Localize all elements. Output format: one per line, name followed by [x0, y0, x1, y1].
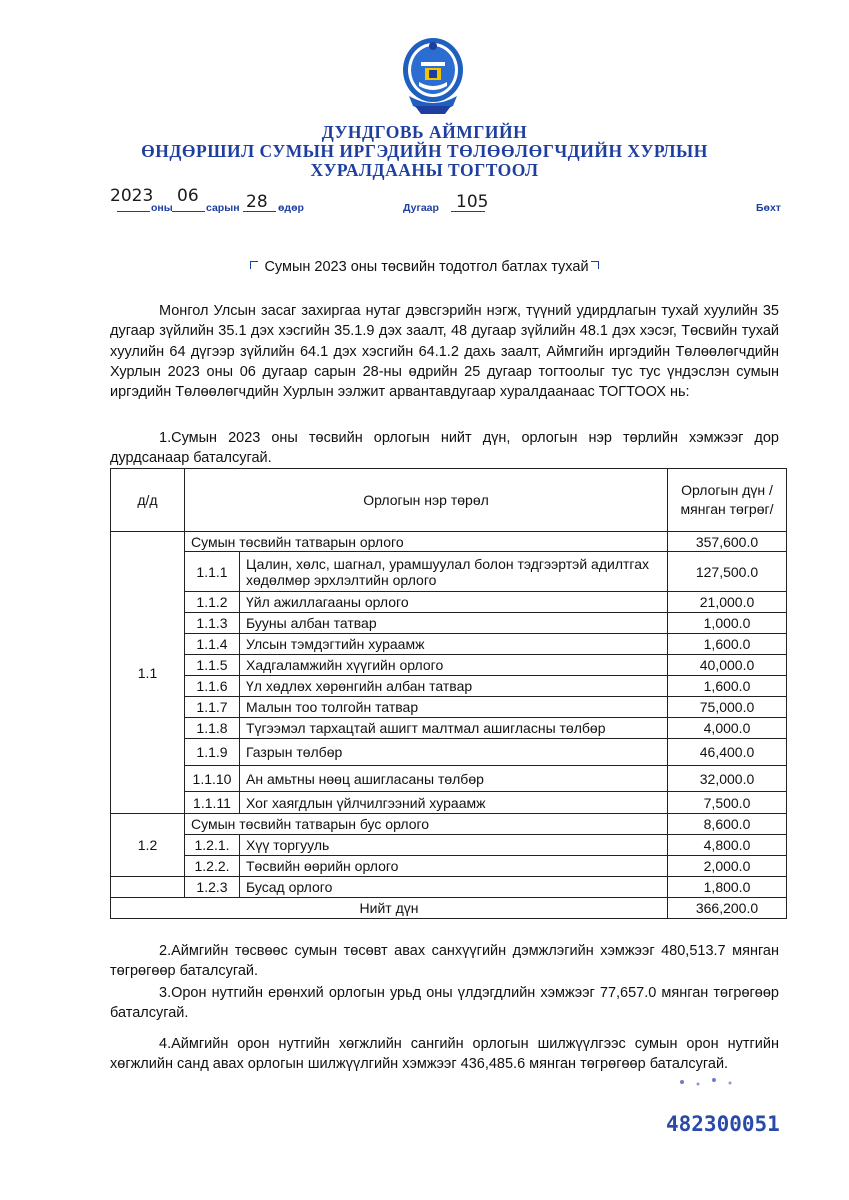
- row-name: Ан амьтны нөөц ашигласаны төлбөр: [240, 766, 668, 792]
- total-amount: 366,200.0: [668, 898, 787, 919]
- group-number: 1.2: [111, 814, 185, 877]
- row-name: Хог хаягдлын үйлчилгээний хураамж: [240, 792, 668, 814]
- row-code: 1.1.2: [185, 592, 240, 613]
- table-row: [111, 613, 787, 634]
- document-stamp-number: 482300051: [666, 1112, 780, 1136]
- table-row: [111, 532, 787, 552]
- place-label: Бөхт: [756, 202, 781, 214]
- row-name: Төсвийн өөрийн орлого: [240, 856, 668, 877]
- row-amount: 1,000.0: [668, 613, 787, 634]
- row-amount: 1,800.0: [668, 877, 787, 898]
- resolution-number: 105: [456, 192, 489, 212]
- row-code: 1.1.1: [185, 552, 240, 592]
- row-name: Үйл ажиллагааны орлого: [240, 592, 668, 613]
- income-table: [110, 468, 787, 919]
- row-amount: 127,500.0: [668, 552, 787, 592]
- row-code: 1.1.5: [185, 655, 240, 676]
- clause-4: 4.Аймгийн орон нутгийн хөгжлийн сангийн орлогын шилжүүлгээс сумын орон нутгийн хөгжлийн санд авах орлогын шилжүүлгийн хэмжээг 436,485.6 мянган төгрөгөөр баталсугай.: [110, 1036, 779, 1073]
- table-row: [111, 792, 787, 814]
- preamble-paragraph: Монгол Улсын засаг захиргаа нутаг дэвсгэрийн нэгж, түүний удирдлагын тухай хуулийн 35 дугаар зүйлийн 35.1 дэх хэсгийн 35.1.9 дэх заалт, 48 дугаар зүйлийн 48.1 дэх хэсэг, Төсвийн тухай хуулийн 64 дүгээр зүйлийн 64.1 дэх хэсгийн 64.1.2 дахь заалт, Аймгийн иргэдийн Төлөөлөгчдийн Хурлын 2023 оны 06 дугаар сарын 28-ны өдрийн 25 дугаар тогтоолыг тус тус үндэслэн сумын иргэдийн Төлөөлөгчдийн Хурлын ээлжит арвантавдугаар хуралдаанаас ТОГТООХ нь:: [110, 303, 779, 401]
- table-header-row: [111, 469, 787, 532]
- header-no: д/д: [111, 469, 185, 532]
- group-total: 8,600.0: [668, 814, 787, 835]
- row-code: 1.1.7: [185, 697, 240, 718]
- table-row: [111, 552, 787, 592]
- header-aimag: ДУНДГОВЬ АЙМГИЙН: [321, 122, 528, 142]
- header-resolution: ХУРАЛДААНЫ ТОГТООЛ: [310, 160, 539, 180]
- clause-2: 2.Аймгийн төсвөөс сумын төсөвт авах санхүүгийн дэмжлэгийн хэмжээг 480,513.7 мянган төгрөгөөр баталсугай.: [110, 943, 779, 980]
- table-row: [111, 814, 787, 835]
- group-title: Сумын төсвийн татварын бус орлого: [185, 814, 668, 835]
- row-name: Хадгаламжийн хүүгийн орлого: [240, 655, 668, 676]
- subject-text: Сумын 2023 оны төсвийн тодотгол батлах тухай: [264, 259, 589, 275]
- number-label: Дугаар: [403, 202, 439, 214]
- table-row: [111, 835, 787, 856]
- table-row: [111, 655, 787, 676]
- row-code: 1.1.10: [185, 766, 240, 792]
- row-name: Түгээмэл тархацтай ашигт малтмал ашигласны төлбөр: [240, 718, 668, 739]
- subject-line: [0, 259, 849, 275]
- row-amount: 46,400.0: [668, 739, 787, 766]
- table-row: [111, 856, 787, 877]
- row-code: 1.2.3: [185, 877, 240, 898]
- row-code: 1.1.4: [185, 634, 240, 655]
- table-row: [111, 766, 787, 792]
- clause-1: 1.Сумын 2023 оны төсвийн орлогын нийт дүн, орлогын нэр төрлийн хэмжээг дор дурдсанаар баталсугай.: [110, 430, 779, 467]
- row-name: Газрын төлбөр: [240, 739, 668, 766]
- row-amount: 75,000.0: [668, 697, 787, 718]
- row-amount: 1,600.0: [668, 634, 787, 655]
- seal-remnant: [678, 1074, 738, 1088]
- year-label: оны: [151, 202, 173, 214]
- date-year: 2023: [110, 186, 154, 206]
- row-code: 1.1.9: [185, 739, 240, 766]
- row-amount: 2,000.0: [668, 856, 787, 877]
- table-row: [111, 697, 787, 718]
- table-row: [111, 718, 787, 739]
- group-total: 357,600.0: [668, 532, 787, 552]
- row-name: Цалин, хөлс, шагнал, урамшуулал болон тэдгээртэй адилтгах хөдөлмөр эрхлэлтийн орлого: [240, 552, 668, 592]
- group-title: Сумын төсвийн татварын орлого: [185, 532, 668, 552]
- row-amount: 4,800.0: [668, 835, 787, 856]
- row-amount: 21,000.0: [668, 592, 787, 613]
- table-row: [111, 739, 787, 766]
- header-amount: Орлогын дүн /мянган төгрөг/: [668, 469, 787, 532]
- row-name: Үл хөдлөх хөрөнгийн албан татвар: [240, 676, 668, 697]
- row-amount: 40,000.0: [668, 655, 787, 676]
- table-total-row: [111, 898, 787, 919]
- total-label: Нийт дүн: [111, 898, 668, 919]
- table-row: [111, 676, 787, 697]
- row-amount: 1,600.0: [668, 676, 787, 697]
- row-name: Бууны албан татвар: [240, 613, 668, 634]
- group-number: 1.1: [111, 532, 185, 814]
- state-emblem-icon: [401, 36, 465, 118]
- table-row: [111, 877, 787, 898]
- row-code: 1.1.6: [185, 676, 240, 697]
- day-label: өдөр: [278, 202, 304, 214]
- month-label: сарын: [206, 202, 240, 214]
- row-amount: 7,500.0: [668, 792, 787, 814]
- row-code: 1.2.1.: [185, 835, 240, 856]
- row-code: 1.2.2.: [185, 856, 240, 877]
- date-month: 06: [177, 186, 199, 206]
- row-name: Малын тоо толгойн татвар: [240, 697, 668, 718]
- clause-3: 3.Орон нутгийн ерөнхий орлогын урьд оны үлдэгдлийн хэмжээг 77,657.0 мянган төгрөгөөр баталсугай.: [110, 985, 779, 1022]
- table-row: [111, 634, 787, 655]
- date-day: 28: [246, 192, 268, 212]
- row-code: 1.1.3: [185, 613, 240, 634]
- row-name: Бусад орлого: [240, 877, 668, 898]
- row-code: 1.1.11: [185, 792, 240, 814]
- row-code: 1.1.8: [185, 718, 240, 739]
- row-name: Хүү торгууль: [240, 835, 668, 856]
- header-type: Орлогын нэр төрөл: [185, 469, 668, 532]
- header-council: ӨНДӨРШИЛ СУМЫН ИРГЭДИЙН ТӨЛӨӨЛӨГЧДИЙН ХУРЛЫН: [141, 141, 708, 161]
- row-amount: 32,000.0: [668, 766, 787, 792]
- row-amount: 4,000.0: [668, 718, 787, 739]
- table-row: [111, 592, 787, 613]
- row-name: Улсын тэмдэгтийн хураамж: [240, 634, 668, 655]
